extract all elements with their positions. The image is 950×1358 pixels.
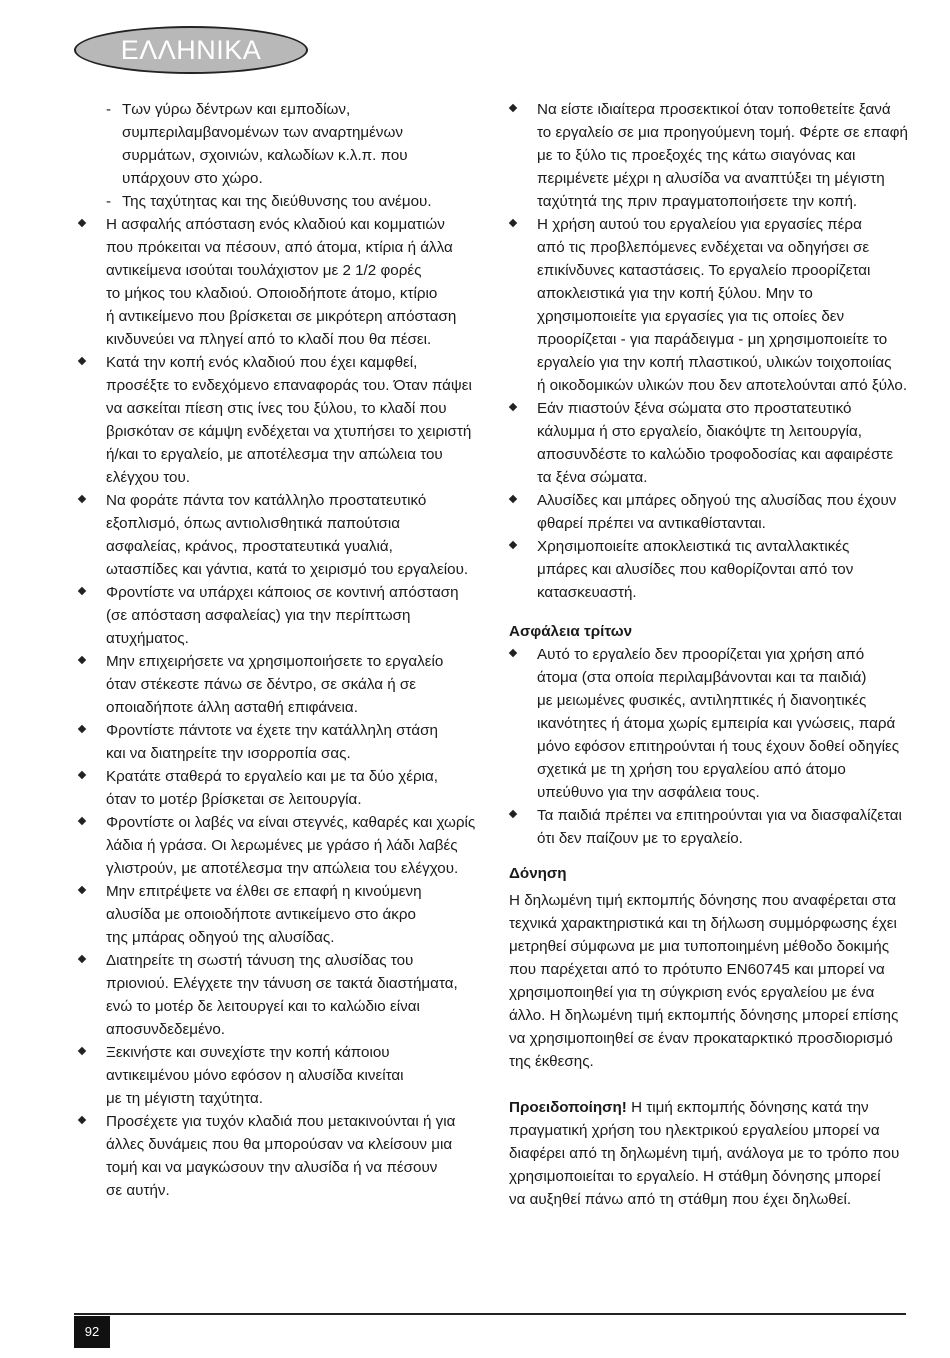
text-line: συμπεριλαμβανομένων των αναρτημένων <box>122 124 403 141</box>
bullet-item <box>106 719 478 765</box>
vibration-heading: Δόνηση <box>509 865 567 882</box>
diamond-bullet-icon <box>509 541 517 549</box>
text-line: χρησιμοποιηθεί για τη σύγκριση ενός εργαλείου με ένα <box>509 984 875 1001</box>
text-line: Αυτό το εργαλείο δεν προορίζεται για χρήση από <box>537 646 865 663</box>
bullet-item <box>106 811 478 880</box>
text-line: το μήκος του κλαδιού. Οποιοδήποτε άτομο, κτίριο <box>106 285 438 302</box>
dash-marker: - <box>106 101 112 118</box>
text-line: λάδια ή γράσα. Οι λερωμένες με γράσο ή λάδι λαβές <box>106 837 458 854</box>
text-line: Η δηλωμένη τιμή εκπομπής δόνησης που αναφέρεται στα <box>509 892 896 909</box>
bullet-item <box>106 765 478 811</box>
diamond-bullet-icon <box>78 587 86 595</box>
text-line: ικανότητες ή άτομα χωρίς εμπειρία και γνώσεις, παρά <box>537 715 896 732</box>
right-column <box>537 98 909 604</box>
page-number: 92 <box>74 1316 110 1348</box>
text-line: το εργαλείο σε μια προηγούμενη τομή. Φέρτε σε επαφή <box>537 124 908 141</box>
bullet-item <box>106 1110 478 1202</box>
text-line: Της ταχύτητας και της διεύθυνσης του ανέμου. <box>122 193 432 210</box>
left-bullet-list <box>106 213 478 1202</box>
text-line: ή/και το εργαλείο, με αποτέλεσμα την απώλεια του <box>106 446 443 463</box>
text-line: γλιστρούν, με αποτέλεσμα την απώλεια του ελέγχου. <box>106 860 459 877</box>
text-line: αντικειμένου μόνο εφόσον η αλυσίδα κινείται <box>106 1067 404 1084</box>
right-bullet-list <box>537 98 909 604</box>
text-line: ή οικοδομικών υλικών που δεν αποτελούνται από ξύλο. <box>537 377 908 394</box>
text-line: επικίνδυνες καταστάσεις. Το εργαλείο προορίζεται <box>537 262 871 279</box>
text-line: Μην επιτρέψετε να έλθει σε επαφή η κινούμενη <box>106 883 422 900</box>
text-line: ασφαλείας, κράνος, προστατευτικά γυαλιά, <box>106 538 393 555</box>
diamond-bullet-icon <box>509 219 517 227</box>
text-line: που παρέχεται από το πρότυπο EN60745 και μπορεί να <box>509 961 885 978</box>
bullet-item <box>537 98 909 213</box>
vibration-paragraph <box>509 889 909 1073</box>
text-line: κατασκευαστή. <box>537 584 637 601</box>
text-line: συρμάτων, σχοινιών, καλωδίων κ.λ.π. που <box>122 147 408 164</box>
text-line: Να είστε ιδιαίτερα προσεκτικοί όταν τοποθετείτε ξανά <box>537 101 891 118</box>
text-line <box>509 1096 909 1119</box>
text-line: αποσυνδεδεμένο. <box>106 1021 225 1038</box>
text-line: ωτασπίδες και γάντια, κατά το χειρισμό του εργαλείου. <box>106 561 469 578</box>
text-line: προσέξτε το ενδεχόμενο επαναφοράς του. Όταν πάψει <box>106 377 472 394</box>
text-line: ελέγχου του. <box>106 469 191 486</box>
text-line: αλυσίδα με οποιοδήποτε αντικείμενο στο άκρο <box>106 906 416 923</box>
text-line: σχετικά με τη χρήση του εργαλείου από άτομο <box>537 761 846 778</box>
text-line: υπεύθυνο για την ασφάλεια τους. <box>537 784 760 801</box>
text-line: Φροντίστε οι λαβές να είναι στεγνές, καθαρές και χωρίς <box>106 814 476 831</box>
text-line: σε αυτήν. <box>106 1182 170 1199</box>
text-line: αποκλειστικά για την κοπή ξύλου. Μην το <box>537 285 813 302</box>
text-line: της μπάρας οδηγού της αλυσίδας. <box>106 929 335 946</box>
bullet-item <box>106 880 478 949</box>
diamond-bullet-icon <box>509 104 517 112</box>
text-line: μετρηθεί σύμφωνα με μια τυποποιημένη μέθοδο δοκιμής <box>509 938 890 955</box>
text-line: οποιαδήποτε άλλη ασταθή επιφάνεια. <box>106 699 358 716</box>
text-line: της έκθεσης. <box>509 1053 594 1070</box>
text-line: που πρόκειται να πέσουν, από άτομα, κτίρια ή άλλα <box>106 239 453 256</box>
text-line: περιμένετε μέχρι η αλυσίδα να αναπτύξει τη μέγιστη <box>537 170 885 187</box>
bullet-item <box>106 949 478 1041</box>
text-line: βρισκόταν σε κάμψη ενδέχεται να χτυπήσει το χειριστή <box>106 423 472 440</box>
text-line: με τη μέγιστη ταχύτητα. <box>106 1090 264 1107</box>
text-line: φθαρεί πρέπει να αντικαθίστανται. <box>537 515 766 532</box>
text-line: χρησιμοποιείται το εργαλείο. Η στάθμη δόνησης μπορεί <box>509 1168 881 1185</box>
text-line: μόνο εφόσον επιτηρούνται ή τους έχουν δοθεί οδηγίες <box>537 738 900 755</box>
text-line: κάλυμμα ή στο εργαλείο, διακόψτε τη λειτουργία, <box>537 423 862 440</box>
text-line: να χρησιμοποιηθεί σε έναν προκαταρκτικό προσδιορισμό <box>509 1030 893 1047</box>
text-line: Τα παιδιά πρέπει να επιτηρούνται για να διασφαλίζεται <box>537 807 902 824</box>
text-line: ατυχήματος. <box>106 630 189 647</box>
text-line: Αλυσίδες και μπάρες οδηγού της αλυσίδας που έχουν <box>537 492 897 509</box>
text-line: πριονιού. Ελέγχετε την τάνυση σε τακτά διαστήματα, <box>106 975 458 992</box>
text-line: από τις προβλεπόμενες ενδέχεται να οδηγήσει σε <box>537 239 870 256</box>
text-line: (σε απόσταση ασφαλείας) για την περίπτωση <box>106 607 411 624</box>
warning-label: Προειδοποίηση! <box>509 1099 627 1116</box>
text-line: Διατηρείτε τη σωστή τάνυση της αλυσίδας του <box>106 952 414 969</box>
text-line: ή αντικείμενο που βρίσκεται σε μικρότερη απόσταση <box>106 308 457 325</box>
bullet-item <box>106 213 478 351</box>
bullet-item <box>537 213 909 397</box>
text-line: τεχνικά χαρακτηριστικά και τη δήλωση συμμόρφωσης έχει <box>509 915 897 932</box>
text-line: με το ξύλο τις προεξοχές της κάτω σιαγόνας και <box>537 147 856 164</box>
text-line: Χρησιμοποιείτε αποκλειστικά τις ανταλλακτικές <box>537 538 850 555</box>
text-line: αποσυνδέστε το καλώδιο τροφοδοσίας και αφαιρέστε <box>537 446 894 463</box>
bullet-item <box>537 397 909 489</box>
right-sections <box>509 620 909 1211</box>
bullet-item <box>106 581 478 650</box>
text-line: άλλο. Η δηλωμένη τιμή εκπομπής δόνησης μπορεί επίσης <box>509 1007 899 1024</box>
diamond-bullet-icon <box>509 403 517 411</box>
dash-marker: - <box>106 193 112 210</box>
bullet-item <box>537 804 909 850</box>
text-line: διαφέρει από τη δηλωμένη τιμή, ανάλογα με το τρόπο που <box>509 1145 900 1162</box>
diamond-bullet-icon <box>78 1047 86 1055</box>
text-line: όταν στέκεστε πάνω σε δέντρο, σε σκάλα ή σε <box>106 676 417 693</box>
text-line: εργαλείο για την κοπή πλαστικού, υλικών τοιχοποιίας <box>537 354 892 371</box>
bullet-item <box>106 650 478 719</box>
bullet-item <box>537 535 909 604</box>
diamond-bullet-icon <box>78 1116 86 1124</box>
third-party-safety-heading: Ασφάλεια τρίτων <box>509 623 633 640</box>
dash-item <box>106 190 478 213</box>
bullet-item <box>106 489 478 581</box>
text-line: ότι δεν παίζουν με το εργαλείο. <box>537 830 743 847</box>
text-line: τα ξένα σώματα. <box>537 469 648 486</box>
diamond-bullet-icon <box>78 817 86 825</box>
language-badge: ΕΛΛΗΝΙΚΑ <box>74 26 308 74</box>
text-line: Εάν πιαστούν ξένα σώματα στο προστατευτικό <box>537 400 852 417</box>
text-line: με μειωμένες φυσικές, αντιληπτικές ή διανοητικές <box>537 692 867 709</box>
warning-first-line: Η τιμή εκπομπής δόνησης κατά την <box>626 1099 869 1116</box>
diamond-bullet-icon <box>78 955 86 963</box>
text-line: Φροντίστε να υπάρχει κάποιος σε κοντινή απόσταση <box>106 584 459 601</box>
diamond-bullet-icon <box>78 725 86 733</box>
diamond-bullet-icon <box>78 656 86 664</box>
warning-paragraph <box>509 1096 909 1211</box>
text-line: προορίζεται - για παράδειγμα - μη χρησιμοποιείτε το <box>537 331 888 348</box>
text-line: Προσέχετε για τυχόν κλαδιά που μετακινούνται ή για <box>106 1113 456 1130</box>
diamond-bullet-icon <box>78 495 86 503</box>
diamond-bullet-icon <box>78 357 86 365</box>
text-line: χρησιμοποιείτε για εργασίες για τις οποίες δεν <box>537 308 845 325</box>
text-line: Η ασφαλής απόσταση ενός κλαδιού και κομματιών <box>106 216 445 233</box>
text-line: εξοπλισμό, όπως αντιολισθητικά παπούτσια <box>106 515 401 532</box>
bullet-item <box>106 1041 478 1110</box>
text-line: Των γύρω δέντρων και εμποδίων, <box>122 101 351 118</box>
bullet-item <box>537 489 909 535</box>
text-line: Να φοράτε πάντα τον κατάλληλο προστατευτικό <box>106 492 427 509</box>
diamond-bullet-icon <box>509 649 517 657</box>
left-column <box>106 98 478 1202</box>
text-line: πραγματική χρήση του ηλεκτρικού εργαλείου μπορεί να <box>509 1122 880 1139</box>
diamond-bullet-icon <box>78 886 86 894</box>
text-line: ταχύτητά της πριν πραγματοποιήσετε την κοπή. <box>537 193 858 210</box>
text-line: Ξεκινήστε και συνεχίστε την κοπή κάποιου <box>106 1044 390 1061</box>
dash-item <box>106 98 478 190</box>
text-line: Κατά την κοπή ενός κλαδιού που έχει καμφθεί, <box>106 354 418 371</box>
text-line: υπάρχουν στο χώρο. <box>122 170 263 187</box>
text-line: όταν το μοτέρ βρίσκεται σε λειτουργία. <box>106 791 362 808</box>
text-line: Μην επιχειρήσετε να χρησιμοποιήσετε το εργαλείο <box>106 653 444 670</box>
diamond-bullet-icon <box>78 219 86 227</box>
text-line: ενώ το μοτέρ δε λειτουργεί και το καλώδιο είναι <box>106 998 420 1015</box>
diamond-bullet-icon <box>509 495 517 503</box>
text-line: να ασκείται πίεση στις ίνες του ξύλου, το κλαδί που <box>106 400 447 417</box>
diamond-bullet-icon <box>509 810 517 818</box>
text-line: και να διατηρείτε την ισορροπία σας. <box>106 745 351 762</box>
text-line: Η χρήση αυτού του εργαλείου για εργασίες πέρα <box>537 216 862 233</box>
text-line: αντικείμενα ισούται τουλάχιστον με 2 1/2 φορές <box>106 262 422 279</box>
bullet-item <box>106 351 478 489</box>
text-line: κινδυνεύει να πληγεί από το κλαδί που θα πέσει. <box>106 331 432 348</box>
footer-rule <box>74 1313 906 1315</box>
diamond-bullet-icon <box>78 771 86 779</box>
text-line: Κρατάτε σταθερά το εργαλείο και με τα δύο χέρια, <box>106 768 439 785</box>
text-line: Φροντίστε πάντοτε να έχετε την κατάλληλη στάση <box>106 722 438 739</box>
text-line: άλλες δυνάμεις που θα μπορούσαν να κλείσουν μια <box>106 1136 453 1153</box>
bullet-item <box>537 643 909 804</box>
text-line: τομή και να μαγκώσουν την αλυσίδα ή να πέσουν <box>106 1159 438 1176</box>
text-line: να αυξηθεί πάνω από τη στάθμη που έχει δηλωθεί. <box>509 1191 852 1208</box>
dash-list <box>106 98 478 213</box>
third-party-bullet-list <box>537 643 909 850</box>
text-line: άτομα (στα οποία περιλαμβάνονται και τα παιδιά) <box>537 669 867 686</box>
text-line: μπάρες και αλυσίδες που καθορίζονται από τον <box>537 561 854 578</box>
